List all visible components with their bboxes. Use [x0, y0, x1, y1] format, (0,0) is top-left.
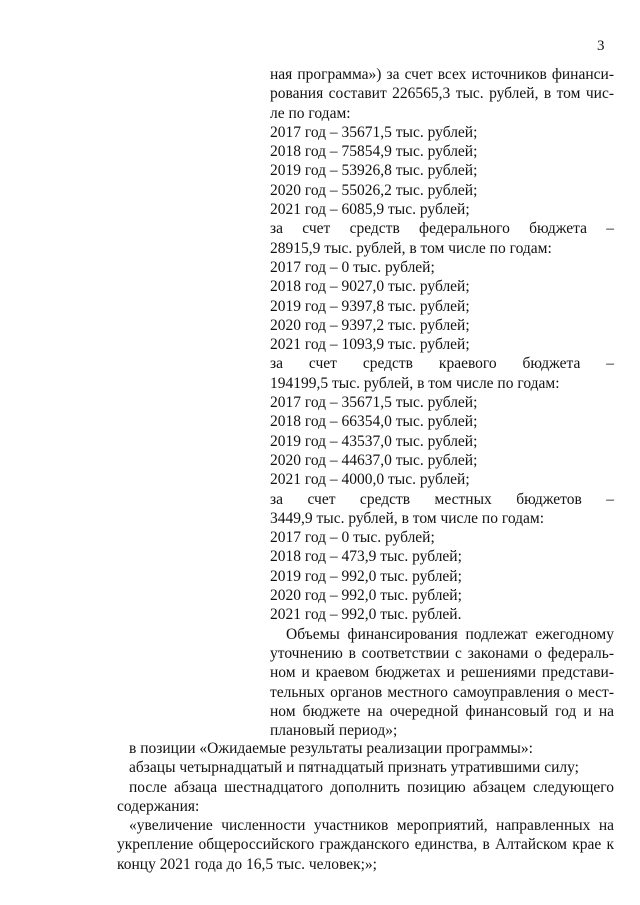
document-line: 2018 год – 9027,0 тыс. рублей; — [270, 278, 470, 296]
document-line: 2021 год – 992,0 тыс. рублей. — [270, 606, 462, 624]
document-line: за счет средств местных бюджетов – — [270, 490, 614, 508]
document-line: 2020 год – 55026,2 тыс. рублей; — [270, 181, 478, 199]
document-line: 2019 год – 9397,8 тыс. рублей; — [270, 297, 470, 315]
document-line: 2018 год – 66354,0 тыс. рублей; — [270, 413, 478, 431]
document-line: 2017 год – 35671,5 тыс. рублей; — [270, 123, 478, 141]
financing-note: Объемы финансирования подлежат ежегодному уточнению в соответствии с законами о федераль-ном и краевом бюджетах и решениями представи-тельных органов местного самоуправления о мест-ном бюджете на очередной финансовый год и на плановый период»; — [270, 625, 614, 740]
document-line: 2021 год – 1093,9 тыс. рублей; — [270, 336, 470, 354]
amendment-paragraph: абзацы четырнадцатый и пятнадцатый признать утратившими силу; — [129, 759, 579, 777]
document-line: 28915,9 тыс. рублей, в том числе по годам: — [270, 239, 552, 257]
document-line: 2020 год – 992,0 тыс. рублей; — [270, 587, 462, 605]
document-line: рования составит 226565,3 тыс. рублей, в том чис- — [270, 85, 614, 103]
amendment-paragraph: после абзаца шестнадцатого дополнить позицию абзацем следующего содержания: — [117, 778, 614, 815]
financing-lines — [270, 65, 614, 625]
document-line: 2017 год – 0 тыс. рублей; — [270, 258, 435, 276]
amendments-block — [117, 739, 614, 874]
document-line: 3449,9 тыс. рублей, в том числе по годам: — [270, 509, 545, 527]
document-line: 2021 год – 6085,9 тыс. рублей; — [270, 201, 470, 219]
document-line: 2019 год – 992,0 тыс. рублей; — [270, 567, 462, 585]
document-line: 2019 год – 43537,0 тыс. рублей; — [270, 432, 478, 450]
document-line: за счет средств краевого бюджета – — [270, 355, 614, 373]
document-line: 2019 год – 53926,8 тыс. рублей; — [270, 162, 478, 180]
financing-column — [270, 65, 614, 740]
document-line: 2021 год – 4000,0 тыс. рублей; — [270, 471, 470, 489]
document-line: за счет средств федерального бюджета – — [270, 220, 614, 238]
document-line: 2017 год – 35671,5 тыс. рублей; — [270, 394, 478, 412]
document-line: ная программа») за счет всех источников финанси- — [270, 66, 614, 83]
document-line: 2020 год – 9397,2 тыс. рублей; — [270, 316, 470, 334]
amendment-paragraph: «увеличение численности участников мероприятий, направленных на укрепление общероссийского гражданского единства, в Алтайском крае к концу 2021 года до 16,5 тыс. человек;»; — [117, 817, 614, 873]
document-line: 2020 год – 44637,0 тыс. рублей; — [270, 451, 478, 469]
document-line: ле по годам: — [270, 104, 351, 122]
document-line: 194199,5 тыс. рублей, в том числе по годам: — [270, 374, 560, 392]
document-line: 2017 год – 0 тыс. рублей; — [270, 529, 435, 547]
document-line: 2018 год – 75854,9 тыс. рублей; — [270, 143, 478, 161]
amendment-paragraph: в позиции «Ожидаемые результаты реализации программы»: — [129, 740, 533, 757]
page-number: 3 — [597, 38, 605, 54]
document-line: 2018 год – 473,9 тыс. рублей; — [270, 548, 462, 566]
